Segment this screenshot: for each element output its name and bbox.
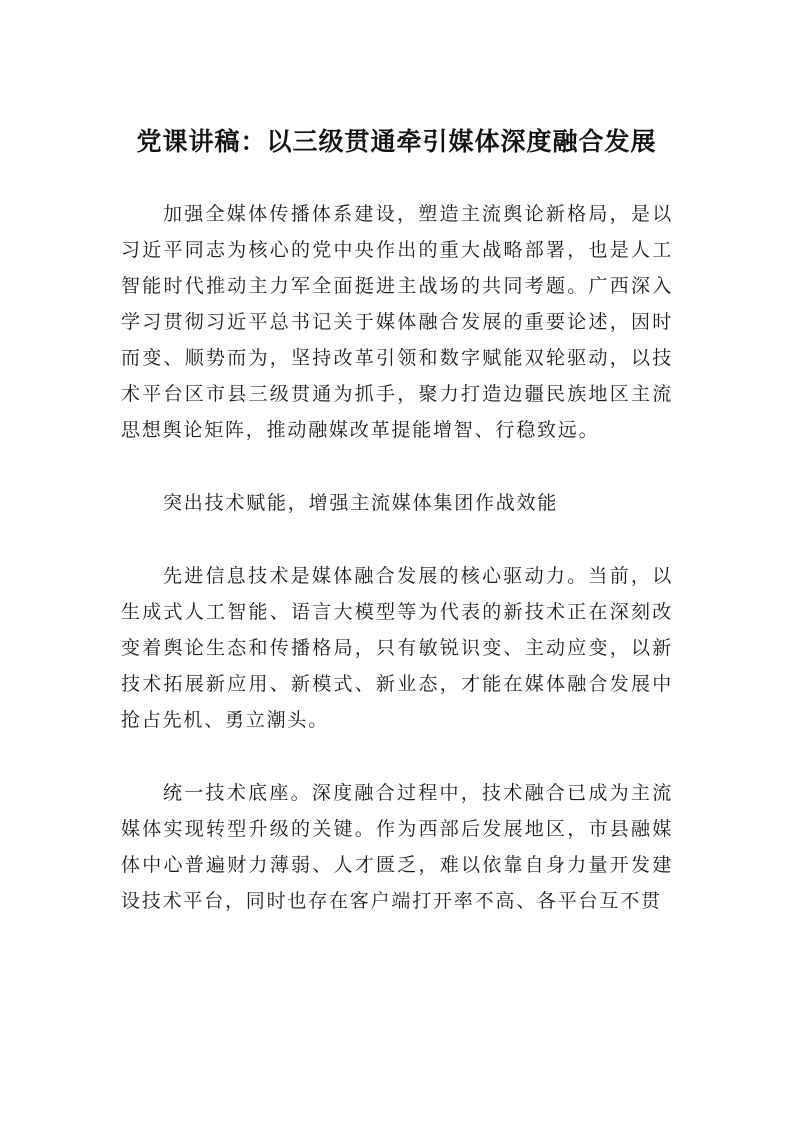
- paragraph-spacer: [121, 521, 673, 558]
- body-paragraph-platform: 统一技术底座。深度融合过程中，技术融合已成为主流媒体实现转型升级的关键。作为西部后发展地区，市县融媒体中心普遍财力薄弱、人才匮乏，难以依靠自身力量开发建设技术平台，同时也存在客户端打开率不高、各平台互不贯: [121, 782, 673, 912]
- paragraph-spacer: [121, 448, 673, 485]
- section-heading: 突出技术赋能，增强主流媒体集团作战效能: [163, 492, 559, 514]
- intro-paragraph: 加强全媒体传播体系建设，塑造主流舆论新格局，是以习近平同志为核心的党中央作出的重大战略部署，也是人工智能时代推动主力军全面挺进主战场的共同考题。广西深入学习贯彻习近平总书记关于媒体融合发展的重要论述，因时而变、顺势而为，坚持改革引领和数字赋能双轮驱动，以技术平台区市县三级贯通为抓手，聚力打造边疆民族地区主流思想舆论矩阵，推动融媒改革提能增智、行稳致远。: [121, 203, 673, 441]
- document-title: 党课讲稿：以三级贯通牵引媒体深度融合发展: [136, 127, 657, 156]
- body-paragraph-tech: 先进信息技术是媒体融合发展的核心驱动力。当前，以生成式人工智能、语言大模型等为代表的新技术正在深刻改变着舆论生态和传播格局，只有敏锐识变、主动应变，以新技术拓展新应用、新模式、新业态，才能在媒体融合发展中抢占先机、勇立潮头。: [121, 565, 673, 731]
- document-body: [121, 196, 673, 919]
- paragraph-spacer: [121, 738, 673, 775]
